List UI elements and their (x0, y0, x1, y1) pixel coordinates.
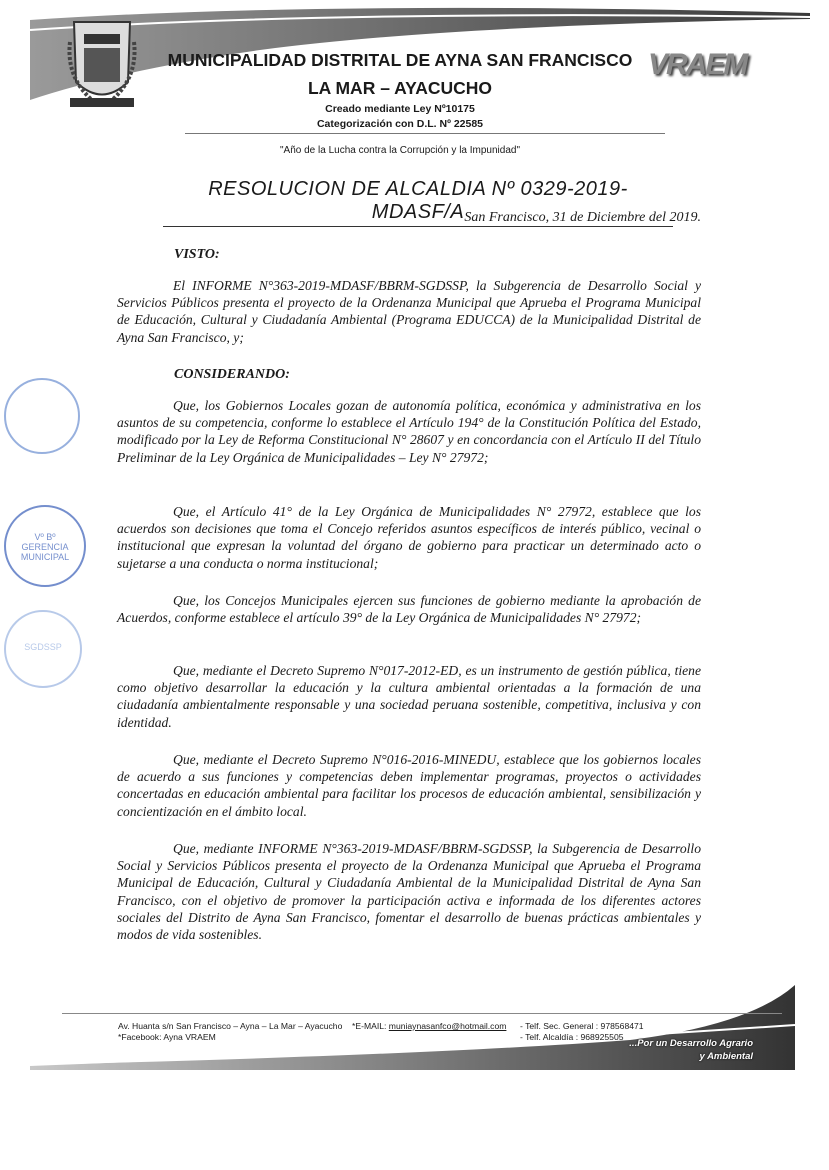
considerando-heading: CONSIDERANDO: (174, 367, 290, 382)
phone-mayor: - Telf. Alcaldía : 968925505 (520, 1032, 624, 1042)
footer-address: Av. Huanta s/n San Francisco – Ayna – La Mar – Ayacucho (118, 1021, 343, 1031)
seal-stamp-gerencia (4, 505, 86, 587)
municipality-logo (62, 12, 142, 112)
seal-stamp-sgdssp (4, 610, 82, 688)
org-name: MUNICIPALIDAD DISTRITAL DE AYNA SAN FRANCISCO (167, 50, 633, 70)
email-label: *E-MAIL: (352, 1021, 387, 1031)
slogan-line: y Ambiental (699, 1051, 753, 1062)
header-divider (185, 133, 665, 134)
visto-heading: VISTO: (174, 247, 220, 262)
email-link[interactable]: muniaynasanfco@hotmail.com (388, 1021, 507, 1031)
paragraph: Que, mediante INFORME N°363-2019-MDASF/BBRM-SGDSSP, la Subgerencia de Desarrollo Social y Servicios Públicos presenta el proyecto de la Ordenanza Municipal que Aprueba el Programa Municipal de Educación, Cultural y Ciudadanía Ambiental de la Municipalidad Distrital de Ayna San Francisco, con el objetivo de promover la participación activa e informada de los diferentes actores sociales del Distrito de Ayna San Francisco, fomentar el desarrollo de buenas prácticas ambientales y modos de vida sostenibles. (117, 841, 701, 943)
slogan-line: ...Por un Desarrollo Agrario (629, 1038, 753, 1049)
footer-divider (62, 1013, 782, 1014)
resolution-title: RESOLUCION DE ALCALDIA Nº 0329-2019-MDASF/A (163, 178, 673, 227)
footer-slogan (629, 1037, 753, 1063)
vraem-badge: VRAEM (648, 48, 747, 81)
paragraph: Que, los Gobiernos Locales gozan de autonomía política, económica y administrativa en los asuntos de su competencia, conforme lo establece el Artículo 194° de la Constitución Política del Estado, modificado por la Ley de Reforma Constitucional N° 28607 y en concordancia con el Artículo II del Título Preliminar de la Ley Orgánica de Municipalidades – Ley N° 27972; (117, 398, 701, 465)
paragraph: Que, mediante el Decreto Supremo N°017-2012-ED, es un instrumento de gestión pública, tiene como objetivo desarrollar la educación y la cultura ambiental orientadas a la formación de una ciudadanía ambientalmente responsable y una sociedad peruana sostenible, competitiva, inclusiva y con identidad. (117, 663, 701, 730)
paragraph: Que, el Artículo 41° de la Ley Orgánica de Municipalidades N° 27972, establece que los acuerdos son decisiones que toma el Concejo referidos asuntos específicos de interés público, vecinal o institucional que expresan la voluntad del órgano de gobierno para practicar un determinado acto o sujetarse a una conducta o norma institucional; (117, 504, 701, 571)
footer-email (352, 1021, 506, 1032)
seal-stamp-1 (4, 378, 80, 454)
resolution-date: San Francisco, 31 de Diciembre del 2019. (464, 210, 701, 225)
phone-general: - Telf. Sec. General : 978568471 (520, 1021, 644, 1031)
category-law: Categorización con D.L. Nº 22585 (316, 118, 484, 130)
org-region: LA MAR – AYACUCHO (307, 78, 493, 98)
paragraph: Que, mediante el Decreto Supremo N°016-2016-MINEDU, establece que los gobiernos locales de acuerdo a sus funciones y competencias deben implementar programas, proyectos o actividades concertadas en educación ambiental para facilitar los procesos de educación ambiental, sensibilización y concientización en el ámbito local. (117, 752, 701, 819)
stamp-text: SGDSSP (24, 642, 62, 652)
creation-law: Creado mediante Ley Nº10175 (325, 103, 475, 115)
stamp-text: Vº Bº GERENCIA MUNICIPAL (20, 532, 70, 562)
visto-paragraph: El INFORME N°363-2019-MDASF/BBRM-SGDSSP, la Subgerencia de Desarrollo Social y Servicios Públicos presenta el proyecto de la Ordenanza Municipal que Aprueba el Programa Municipal de Educación, Cultural y Ciudadanía Ambiental (Programa EDUCCA) de la Municipalidad Distrital de Ayna San Francisco, y; (117, 278, 701, 345)
year-motto: "Año de la Lucha contra la Corrupción y la Impunidad" (279, 145, 521, 156)
footer-facebook: *Facebook: Ayna VRAEM (118, 1032, 216, 1042)
paragraph: Que, los Concejos Municipales ejercen sus funciones de gobierno mediante la aprobación de Acuerdos, conforme establece el artículo 39° de la Ley Orgánica de Municipalidades N° 27972; (117, 593, 701, 626)
